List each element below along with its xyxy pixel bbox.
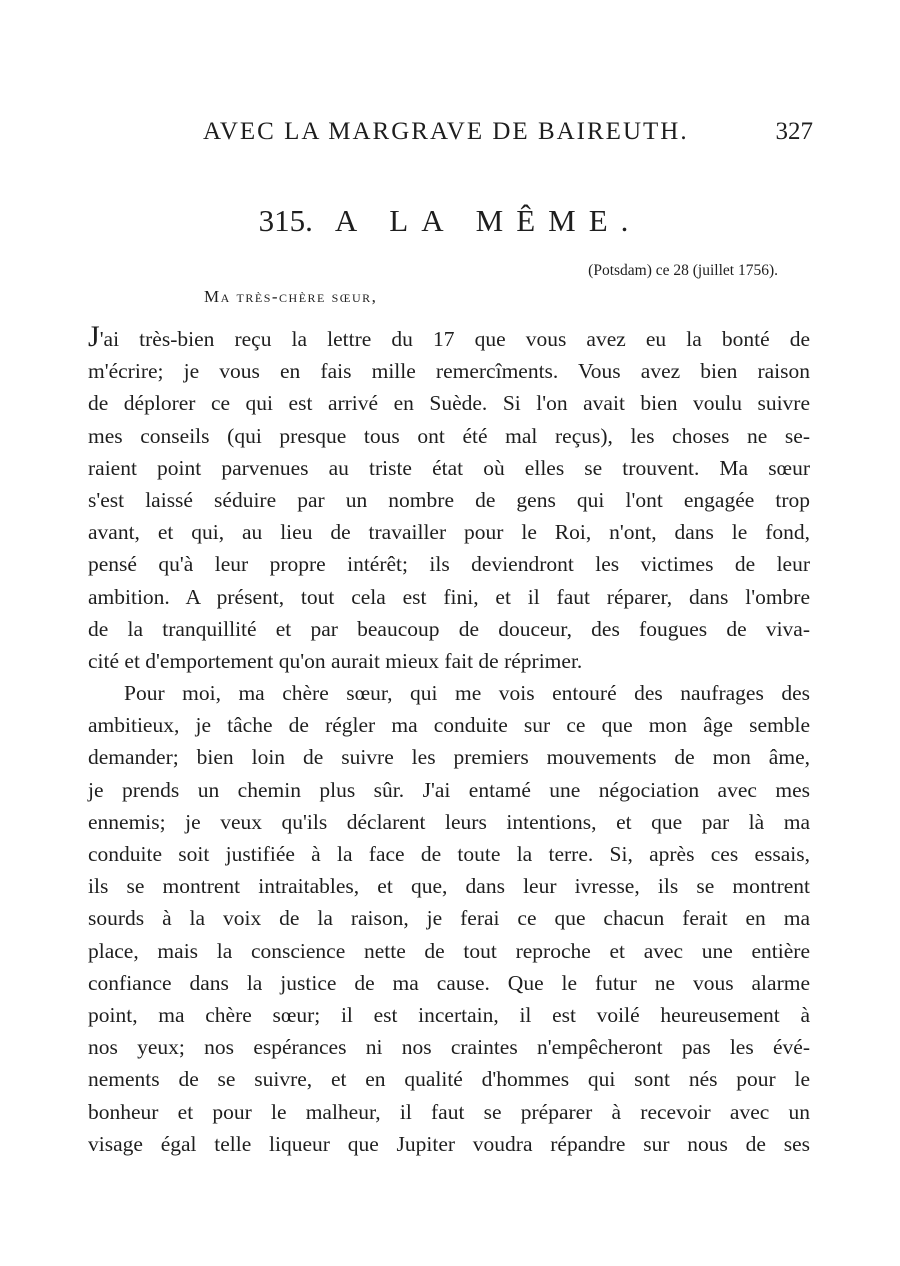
body-line-text: 'ai très-bien reçu la lettre du 17 que vous avez eu la bonté de [99,327,810,351]
body-line: pensé qu'à leur propre intérêt; ils deviendront les victimes de leur [88,552,810,577]
body-line: m'écrire; je vous en fais mille remercîments. Vous avez bien raison [88,359,810,384]
letter-body [88,320,810,1160]
body-line: raient point parvenues au triste état où elles se trouvent. Ma sœur [88,455,810,480]
body-line: de déplorer ce qui est arrivé en Suède. Si l'on avait bien voulu suivre [88,391,810,416]
body-line: bonheur et pour le malheur, il faut se préparer à recevoir avec un [88,1099,810,1124]
body-line: ils se montrent intraitables, et que, dans leur ivresse, ils se montrent [88,874,810,899]
letter-title: A LA MÊME. [334,203,642,238]
body-line: visage égal telle liqueur que Jupiter voudra répandre sur nous de ses [88,1131,810,1156]
running-title: AVEC LA MARGRAVE DE BAIREUTH. [203,118,689,145]
body-line: confiance dans la justice de ma cause. Que le futur ne vous alarme [88,970,810,995]
body-line: ennemis; je veux qu'ils déclarent leurs intentions, et que par là ma [88,809,810,834]
body-line: cité et d'emportement qu'on aurait mieux fait de réprimer. [88,648,583,673]
body-line: ambitieux, je tâche de régler ma conduite sur ce que mon âge semble [88,713,810,738]
letter-number: 315. [258,203,313,238]
body-line: avant, et qui, au lieu de travailler pour le Roi, n'ont, dans le fond, [88,520,810,545]
body-line: demander; bien loin de suivre les premiers mouvements de mon âme, [88,745,810,770]
initial-letter: J [88,320,100,353]
body-line: point, ma chère sœur; il est incertain, il est voilé heureusement à [88,1002,810,1027]
body-line: place, mais la conscience nette de tout reproche et avec une entière [88,938,810,963]
dateline: (Potsdam) ce 28 (juillet 1756). [588,262,778,279]
body-line: mes conseils (qui presque tous ont été mal reçus), les choses ne se- [88,423,810,448]
body-line: de la tranquillité et par beaucoup de douceur, des fougues de viva- [88,616,810,641]
body-line [88,320,810,355]
body-line: nos yeux; nos espérances ni nos craintes n'empêcheront pas les évé- [88,1035,810,1060]
letter-heading [0,198,900,244]
body-line: je prends un chemin plus sûr. J'ai entamé une négociation avec mes [88,777,810,802]
salutation: Ma très-chère sœur, [204,287,378,306]
body-line: nements de se suivre, et en qualité d'hommes qui sont nés pour le [88,1067,810,1092]
body-line: ambition. A présent, tout cela est fini, et il faut réparer, dans l'ombre [88,584,810,609]
body-line: conduite soit justifiée à la face de toute la terre. Si, après ces essais, [88,842,810,866]
body-line: Pour moi, ma chère sœur, qui me vois entouré des naufrages des [124,681,810,706]
page-number: 327 [775,118,813,145]
body-line: sourds à la voix de la raison, je ferai ce que chacun ferait en ma [88,906,810,931]
running-head [203,114,813,154]
body-line: s'est laissé séduire par un nombre de gens qui l'ont engagée trop [88,487,810,512]
